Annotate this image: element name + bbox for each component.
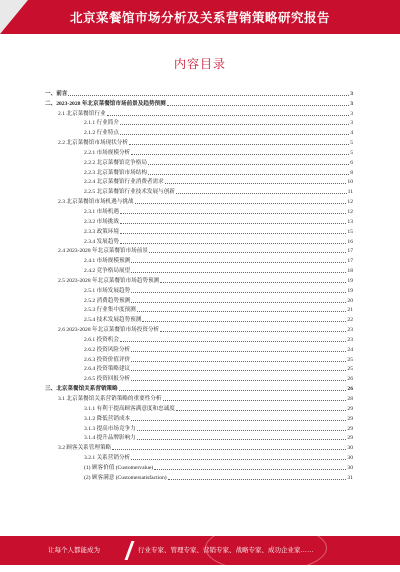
toc-leader-dots: [120, 133, 349, 135]
toc-entry-label: 三、北京菜餐馆关系营销策略: [45, 386, 118, 393]
toc-entry-page: 15: [347, 228, 353, 235]
toc-leader-dots: [68, 94, 349, 96]
toc-entry[interactable]: [45, 206, 353, 216]
toc-leader-dots: [160, 281, 346, 283]
toc-entry[interactable]: [45, 196, 353, 206]
toc-entry[interactable]: [45, 423, 353, 433]
toc-entry-page: 19: [347, 287, 353, 294]
toc-entry-label: 2.6 2023-2028 年北京菜餐馆市场投资分析: [58, 327, 160, 334]
toc-entry-label: 2.3.1 市场机遇: [84, 208, 119, 215]
toc-leader-dots: [131, 291, 346, 293]
toc-entry-page: 22: [347, 317, 353, 324]
toc-entry[interactable]: [45, 88, 353, 98]
toc-entry[interactable]: [45, 383, 353, 393]
toc-entry-page: 3: [350, 90, 353, 97]
toc-entry-page: 16: [347, 238, 353, 245]
header-corner-decoration: [0, 0, 28, 34]
toc-entry-label: 2.3 北京菜餐馆市场机遇与挑战: [58, 199, 134, 206]
toc-leader-dots: [148, 163, 349, 165]
toc-entry[interactable]: [45, 226, 353, 236]
toc-leader-dots: [176, 409, 347, 411]
toc-entry[interactable]: [45, 344, 353, 354]
toc-leader-dots: [135, 202, 347, 204]
toc-entry[interactable]: [45, 177, 353, 187]
toc-entry-label: (2) 顾客满意 (Customersatisfaction): [84, 474, 167, 481]
toc-entry-label: (1) 顾客价值 (Customervalue): [84, 464, 154, 471]
toc-leader-dots: [160, 330, 346, 332]
toc-entry-label: 3.1.1 有利于提高顾客满意度和忠诚度: [84, 405, 175, 412]
toc-entry[interactable]: [45, 157, 353, 167]
toc-entry[interactable]: [45, 462, 353, 472]
toc-leader-dots: [120, 123, 349, 125]
toc-leader-dots: [148, 173, 349, 175]
toc-entry-page: 19: [347, 277, 353, 284]
toc-entry-page: 5: [350, 140, 353, 147]
toc-entry-page: 21: [347, 307, 353, 314]
toc-entry-page: 12: [347, 208, 353, 215]
toc-entry-label: 2.2.4 北京菜餐馆行业消费者需求: [84, 179, 164, 186]
toc-entry[interactable]: [45, 216, 353, 226]
toc-entry[interactable]: [45, 108, 353, 118]
toc-entry[interactable]: [45, 305, 353, 315]
toc-entry[interactable]: [45, 334, 353, 344]
toc-entry-label: 2.6.3 投资价值评价: [84, 356, 131, 363]
toc-entry-page: 3: [350, 100, 353, 107]
toc-entry-page: 26: [347, 386, 353, 393]
toc-entry[interactable]: [45, 324, 353, 334]
toc-leader-dots: [154, 468, 346, 470]
toc-entry-label: 2.6.2 投资风险分析: [84, 346, 131, 353]
toc-leader-dots: [131, 379, 346, 381]
toc-entry-page: 25: [347, 356, 353, 363]
toc-leader-dots: [131, 419, 346, 421]
toc-entry-page: 30: [347, 464, 353, 471]
toc-leader-dots: [112, 448, 346, 450]
toc-entry-label: 2.1.1 行业简介: [84, 120, 119, 127]
toc-entry-page: 4: [350, 130, 353, 137]
toc-entry-page: 25: [347, 366, 353, 373]
toc-entry-label: 2.6.4 投资策略建议: [84, 366, 131, 373]
toc-leader-dots: [163, 399, 347, 401]
toc-entry[interactable]: [45, 137, 353, 147]
toc-leader-dots: [131, 369, 346, 371]
toc-entry-label: 3.1.3 提高市场竞争力: [84, 425, 136, 432]
toc-leader-dots: [131, 153, 349, 155]
toc-entry-label: 2.3.3 政策环境: [84, 228, 119, 235]
toc-entry-label: 二、2023-2028 年北京菜餐馆市场前景及趋势预测: [45, 100, 166, 107]
toc-entry[interactable]: [45, 147, 353, 157]
footer-slogan: 让每个人都能成为: [48, 547, 100, 554]
toc-leader-dots: [165, 182, 347, 184]
toc-entry-page: 30: [347, 455, 353, 462]
toc-leader-dots: [142, 320, 346, 322]
report-title: 北京菜餐馆市场分析及关系营销策略研究报告: [69, 11, 330, 25]
toc-leader-dots: [131, 261, 346, 263]
toc-entry-page: 17: [347, 248, 353, 255]
toc-entry-label: 2.4.2 竞争格局展望: [84, 268, 131, 275]
toc-entry-page: 10: [347, 179, 353, 186]
toc-entry-page: 23: [347, 327, 353, 334]
toc-leader-dots: [137, 310, 347, 312]
toc-entry[interactable]: [45, 98, 353, 108]
toc-leader-dots: [120, 212, 346, 214]
toc-entry[interactable]: [45, 413, 353, 423]
toc-entry-page: 6: [350, 159, 353, 166]
toc-entry-page: 29: [347, 435, 353, 442]
toc-leader-dots: [176, 192, 347, 194]
toc-entry-page: 17: [347, 258, 353, 265]
toc-entry-page: 3: [350, 110, 353, 117]
toc-entry[interactable]: [45, 236, 353, 246]
toc-leader-dots: [107, 114, 350, 116]
toc-entry[interactable]: [45, 275, 353, 285]
toc-entry-page: 11: [347, 189, 353, 196]
toc-entry-label: 2.5.4 技术发展趋势预测: [84, 317, 142, 324]
toc-leader-dots: [120, 242, 346, 244]
toc-entry-label: 2.1 北京菜餐馆行业: [58, 110, 106, 117]
toc-leader-dots: [149, 251, 346, 253]
toc-entry-page: 29: [347, 425, 353, 432]
toc-leader-dots: [120, 232, 346, 234]
toc-entry[interactable]: [45, 167, 353, 177]
toc-entry-page: 30: [347, 445, 353, 452]
footer-divider: [125, 541, 135, 560]
toc-entry-label: 3.1.4 提升品牌影响力: [84, 435, 136, 442]
toc-entry-label: 一、前言: [45, 90, 68, 97]
toc-leader-dots: [168, 478, 347, 480]
toc-entry[interactable]: [45, 246, 353, 256]
toc-entry-page: 5: [350, 149, 353, 156]
toc-heading: 内容目录: [173, 57, 226, 71]
toc-entry[interactable]: [45, 265, 353, 275]
toc-entry-page: 24: [347, 346, 353, 353]
toc-leader-dots: [119, 389, 347, 391]
toc-leader-dots: [120, 340, 346, 342]
toc-entry-label: 2.2.2 北京菜餐馆竞争格局: [84, 159, 147, 166]
page-footer: [0, 536, 400, 565]
toc-entry-label: 3.1 北京菜餐馆关系营销策略的重要性分析: [58, 396, 162, 402]
toc-leader-dots: [167, 104, 349, 106]
toc-entry-label: 2.4.1 市场规模预测: [84, 258, 131, 265]
footer-tagline: 行业专家、管理专家、营销专家、战略专家、成功企业家……: [138, 547, 314, 554]
toc-entry[interactable]: [45, 364, 353, 374]
toc-entry[interactable]: [45, 393, 353, 403]
toc-entry[interactable]: [45, 295, 353, 305]
toc-leader-dots: [131, 360, 346, 362]
toc-entry[interactable]: [45, 403, 353, 413]
toc-entry-label: 2.2.1 市场规模分析: [84, 149, 131, 156]
page-header: [0, 0, 400, 34]
toc-leader-dots: [137, 438, 347, 440]
toc-entry[interactable]: [45, 314, 353, 324]
toc-leader-dots: [137, 429, 347, 431]
toc-entry-label: 3.2 顾客关系管理策略: [58, 445, 112, 452]
toc-entry[interactable]: [45, 433, 353, 443]
toc-entry[interactable]: [45, 452, 353, 462]
toc-leader-dots: [131, 271, 346, 273]
toc-entry-label: 2.6.5 投资回报分析: [84, 376, 131, 383]
toc-entry-label: 2.3.2 市场挑战: [84, 218, 119, 225]
toc-leader-dots: [131, 458, 346, 460]
toc-entry-label: 2.4 2023-2028 年北京菜餐馆市场前景: [58, 248, 148, 255]
toc-entry-page: 12: [347, 199, 353, 206]
toc-entry-page: 31: [347, 474, 353, 481]
toc-entry[interactable]: [45, 127, 353, 137]
toc-entry[interactable]: [45, 255, 353, 265]
toc-entry[interactable]: [45, 442, 353, 452]
toc-entry-page: 23: [347, 336, 353, 343]
toc-entry[interactable]: [45, 354, 353, 364]
toc-entry-label: 2.2.3 北京菜餐馆市场结构: [84, 169, 147, 176]
toc-entry-label: 2.5 2023-2028 年北京菜餐馆市场趋势预测: [58, 277, 160, 284]
toc-entry-label: 2.5.3 行业集中度预测: [84, 307, 136, 314]
toc-entry-label: 2.6.1 投资机会: [84, 336, 119, 343]
toc-entry-page: 8: [350, 169, 353, 176]
toc-leader-dots: [120, 222, 346, 224]
toc-entry-label: 3.1.2 降低营销成本: [84, 415, 131, 422]
toc-entry-label: 2.2.5 北京菜餐馆行业技术发展与创新: [84, 189, 175, 196]
toc-entry-page: 13: [347, 218, 353, 225]
toc-entry-label: 2.5.2 消费趋势预测: [84, 297, 131, 304]
toc-entry-page: 29: [347, 415, 353, 422]
toc-entry[interactable]: [45, 118, 353, 128]
toc-entry[interactable]: [45, 186, 353, 196]
toc-entry-page: 28: [347, 396, 353, 402]
toc-entry-label: 2.2 北京菜餐馆市场现状分析: [58, 140, 128, 147]
toc-leader-dots: [131, 301, 346, 303]
table-of-contents: [45, 88, 353, 482]
toc-entry[interactable]: [45, 373, 353, 383]
toc-entry-page: 18: [347, 268, 353, 275]
toc-entry[interactable]: [45, 285, 353, 295]
toc-entry[interactable]: [45, 472, 353, 482]
toc-entry-label: 2.3.4 发展趋势: [84, 238, 119, 245]
toc-entry-page: 3: [350, 120, 353, 127]
toc-entry-label: 2.5.1 市场发展趋势: [84, 287, 131, 294]
toc-entry-page: 29: [347, 405, 353, 412]
toc-leader-dots: [131, 350, 346, 352]
toc-entry-label: 3.2.1 关系营销分析: [84, 455, 131, 462]
toc-entry-page: 20: [347, 297, 353, 304]
toc-entry-label: 2.1.2 行业特点: [84, 130, 119, 137]
toc-leader-dots: [129, 143, 349, 145]
toc-entry-page: 26: [347, 376, 353, 383]
